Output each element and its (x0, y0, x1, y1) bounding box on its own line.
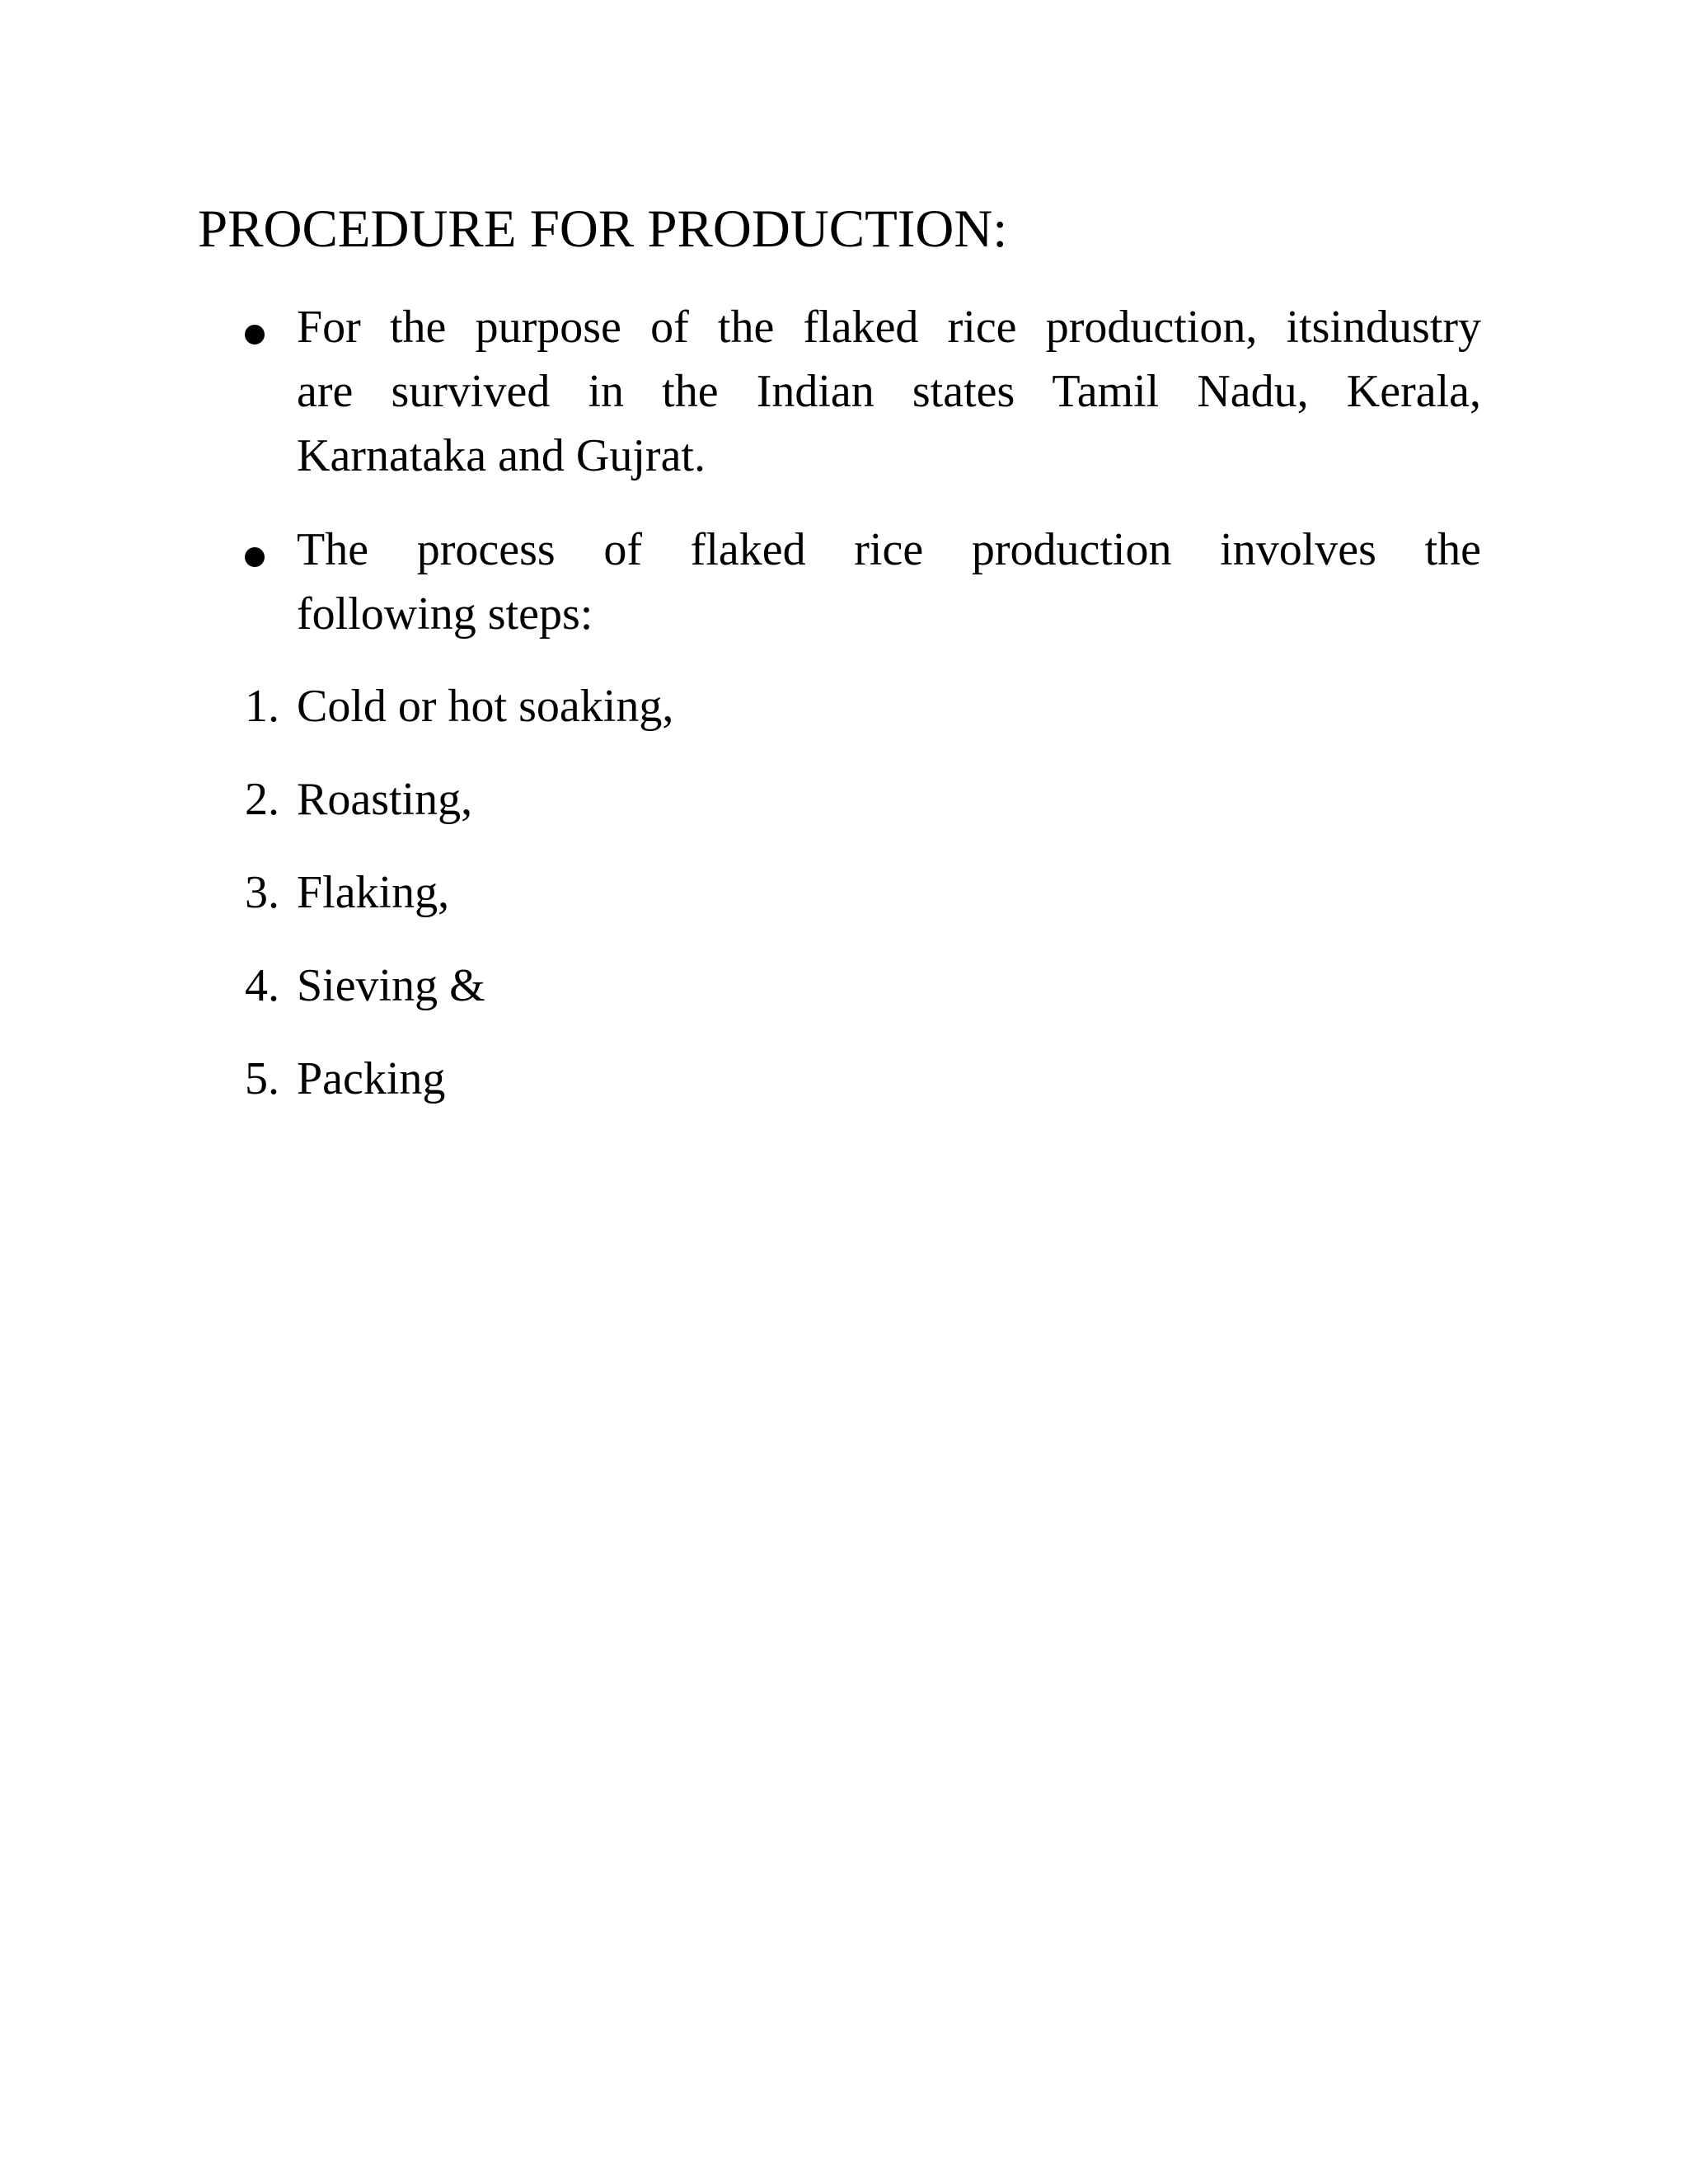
page-heading: PROCEDURE FOR PRODUCTION: (198, 199, 1008, 259)
bullet-line: The process of flaked rice production involves the (297, 524, 1481, 575)
step-text: Cold or hot soaking, (297, 681, 674, 732)
step-item (245, 1050, 445, 1108)
step-item (245, 864, 449, 921)
bullet-line: following steps: (297, 588, 593, 640)
step-text: Sieving & (297, 960, 485, 1011)
step-number: 3. (245, 867, 279, 918)
bullet-line: Karnataka and Gujrat. (297, 430, 706, 481)
step-number: 1. (245, 681, 279, 732)
step-item (245, 957, 485, 1015)
step-number: 2. (245, 774, 279, 825)
bullet-paragraph (297, 295, 1481, 488)
step-number: 4. (245, 960, 279, 1011)
step-text: Flaking, (297, 867, 450, 918)
step-number: 5. (245, 1053, 279, 1104)
bullet-line: For the purpose of the flaked rice production, itsindustry (297, 302, 1481, 353)
bullet-paragraph (297, 518, 1481, 646)
bullet-dot-icon (245, 325, 265, 344)
step-text: Roasting, (297, 774, 473, 825)
bullet-line: are survived in the Indian states Tamil Nadu, Kerala, (297, 366, 1481, 417)
bullet-dot-icon (245, 547, 265, 567)
step-item (245, 677, 673, 735)
step-item (245, 771, 472, 828)
step-text: Packing (297, 1053, 446, 1104)
